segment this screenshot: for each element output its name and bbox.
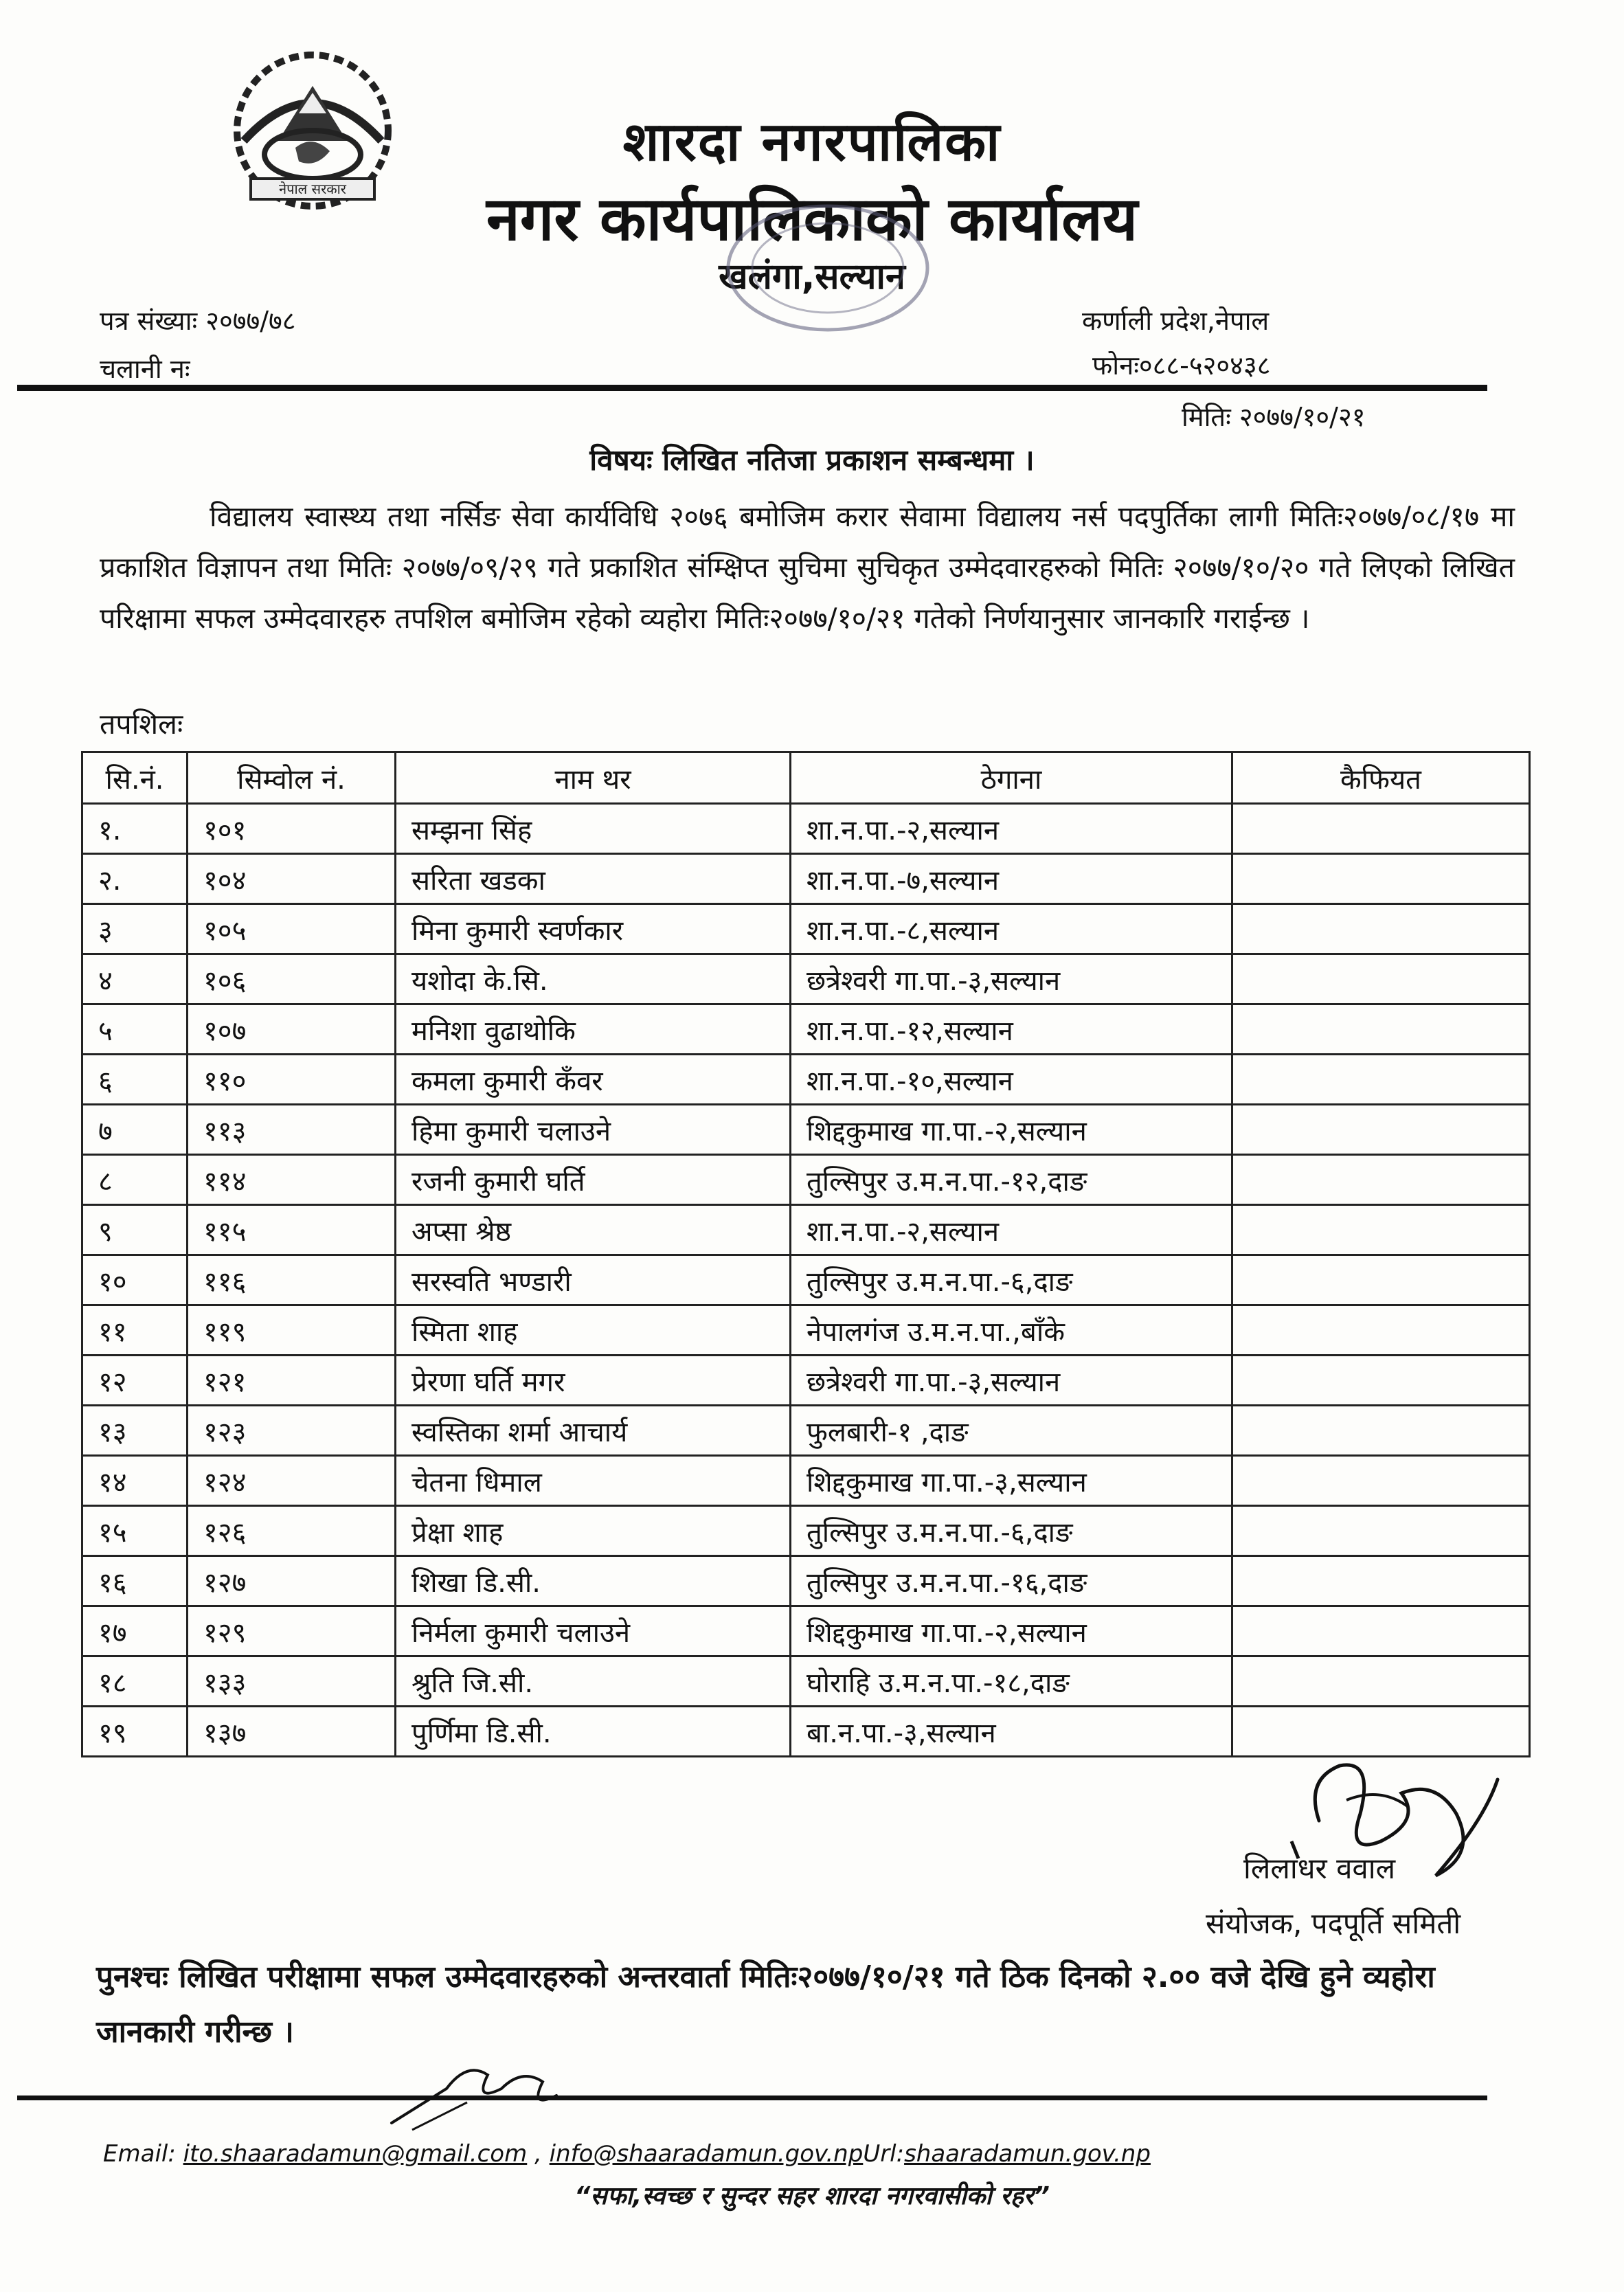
- table-body: [82, 804, 1530, 1757]
- website-link[interactable]: shaaradamun.gov.np: [904, 2140, 1151, 2168]
- cell-address: तुल्सिपुर उ.म.न.पा.-६,दाङ: [791, 1255, 1232, 1305]
- cell-symbol-number: १०६: [188, 954, 396, 1004]
- details-label: तपशिलः: [100, 708, 183, 741]
- cell-name: प्रेक्षा शाह: [396, 1506, 791, 1556]
- cell-symbol-number: १२१: [188, 1356, 396, 1406]
- cell-remarks: [1232, 1356, 1530, 1406]
- phone-number: फोनः०८८-५२०४३८: [1092, 350, 1271, 381]
- table-row: [82, 1155, 1530, 1205]
- cell-symbol-number: १०१: [188, 804, 396, 854]
- dispatch-number: चलानी नः: [100, 354, 190, 384]
- cell-name: चेतना धिमाल: [396, 1456, 791, 1506]
- cell-symbol-number: १०५: [188, 904, 396, 954]
- table-row: [82, 1506, 1530, 1556]
- cell-serial: २.: [82, 854, 188, 904]
- letter-subject: विषयः लिखित नतिजा प्रकाशन सम्बन्धमा ।: [589, 443, 1035, 477]
- cell-address: शा.न.पा.-२,सल्यान: [791, 804, 1232, 854]
- table-row: [82, 904, 1530, 954]
- cell-address: तुल्सिपुर उ.म.न.पा.-६,दाङ: [791, 1506, 1232, 1556]
- cell-serial: १४: [82, 1456, 188, 1506]
- cell-name: प्रेरणा घर्ति मगर: [396, 1356, 791, 1406]
- cell-serial: ९: [82, 1205, 188, 1255]
- cell-address: शिद्दकुमाख गा.पा.-२,सल्यान: [791, 1606, 1232, 1656]
- cell-symbol-number: ११९: [188, 1305, 396, 1356]
- header-name: नाम थर: [396, 752, 791, 804]
- cell-serial: १६: [82, 1556, 188, 1606]
- cell-serial: १८: [82, 1656, 188, 1707]
- cell-name: मनिशा वुढाथोकि: [396, 1004, 791, 1055]
- cell-name: रजनी कुमारी घर्ति: [396, 1155, 791, 1205]
- cell-serial: १५: [82, 1506, 188, 1556]
- initial-signature: [385, 2047, 563, 2137]
- cell-name: निर्मला कुमारी चलाउने: [396, 1606, 791, 1656]
- cell-remarks: [1232, 1406, 1530, 1456]
- cell-remarks: [1232, 1105, 1530, 1155]
- footer-divider: [17, 2096, 1487, 2100]
- cell-symbol-number: १३३: [188, 1656, 396, 1707]
- table-row: [82, 1556, 1530, 1606]
- cell-address: शा.न.पा.-८,सल्यान: [791, 904, 1232, 954]
- email-link-1[interactable]: ito.shaaradamun@gmail.com: [183, 2140, 528, 2168]
- cell-name: सरस्वति भण्डारी: [396, 1255, 791, 1305]
- cell-serial: १०: [82, 1255, 188, 1305]
- results-table: [81, 751, 1531, 1757]
- table-row: [82, 854, 1530, 904]
- cell-serial: १.: [82, 804, 188, 854]
- cell-name: शिखा डि.सी.: [396, 1556, 791, 1606]
- table-row: [82, 1004, 1530, 1055]
- cell-name: मिना कुमारी स्वर्णकार: [396, 904, 791, 954]
- cell-symbol-number: ११३: [188, 1105, 396, 1155]
- cell-remarks: [1232, 1556, 1530, 1606]
- cell-address: शा.न.पा.-१०,सल्यान: [791, 1055, 1232, 1105]
- header-divider: [17, 385, 1487, 391]
- table-row: [82, 1356, 1530, 1406]
- cell-symbol-number: ११६: [188, 1255, 396, 1305]
- cell-remarks: [1232, 804, 1530, 854]
- cell-symbol-number: ११४: [188, 1155, 396, 1205]
- cell-serial: १७: [82, 1606, 188, 1656]
- cell-serial: १२: [82, 1356, 188, 1406]
- cell-address: तुल्सिपुर उ.म.न.पा.-१२,दाङ: [791, 1155, 1232, 1205]
- cell-remarks: [1232, 1506, 1530, 1556]
- cell-address: शा.न.पा.-२,सल्यान: [791, 1205, 1232, 1255]
- cell-serial: ८: [82, 1155, 188, 1205]
- cell-serial: ५: [82, 1004, 188, 1055]
- cell-serial: ३: [82, 904, 188, 954]
- cell-symbol-number: १०४: [188, 854, 396, 904]
- email-label: Email:: [103, 2140, 176, 2168]
- cell-name: सरिता खडका: [396, 854, 791, 904]
- cell-serial: ६: [82, 1055, 188, 1105]
- letter-date: मितिः २०७७/१०/२१: [1182, 402, 1366, 432]
- municipality-name: शारदा नगरपालिका: [622, 111, 1002, 173]
- table-row: [82, 1205, 1530, 1255]
- office-name: नगर कार्यपालिकाको कार्यालय: [486, 183, 1138, 254]
- cell-serial: ११: [82, 1305, 188, 1356]
- cell-name: कमला कुमारी कँवर: [396, 1055, 791, 1105]
- cell-symbol-number: १३७: [188, 1707, 396, 1757]
- cell-address: बा.न.पा.-३,सल्यान: [791, 1707, 1232, 1757]
- table-row: [82, 954, 1530, 1004]
- signer-role: संयोजक, पदपूर्ति समिती: [1206, 1907, 1461, 1940]
- cell-remarks: [1232, 1255, 1530, 1305]
- cell-address: शिद्दकुमाख गा.पा.-३,सल्यान: [791, 1456, 1232, 1506]
- cell-remarks: [1232, 1606, 1530, 1656]
- table-row: [82, 1656, 1530, 1707]
- table-row: [82, 1456, 1530, 1506]
- cell-serial: १३: [82, 1406, 188, 1456]
- cell-name: श्रुति जि.सी.: [396, 1656, 791, 1707]
- municipality-slogan: “सफा,स्वच्छ र सुन्दर सहर शारदा नगरवासीको रहर”: [574, 2182, 1050, 2210]
- table-row: [82, 1305, 1530, 1356]
- cell-address: नेपालगंज उ.म.न.पा.,बाँके: [791, 1305, 1232, 1356]
- cell-remarks: [1232, 904, 1530, 954]
- cell-name: अप्सा श्रेष्ठ: [396, 1205, 791, 1255]
- cell-symbol-number: १२९: [188, 1606, 396, 1656]
- url-label: Url:: [863, 2140, 905, 2168]
- cell-symbol-number: १२७: [188, 1556, 396, 1606]
- cell-address: फुलबारी-१ ,दाङ: [791, 1406, 1232, 1456]
- cell-address: तुल्सिपुर उ.म.न.पा.-१६,दाङ: [791, 1556, 1232, 1606]
- office-location: खलंगा,सल्यान: [719, 256, 905, 297]
- header-remarks: कैफियत: [1232, 752, 1530, 804]
- cell-serial: ७: [82, 1105, 188, 1155]
- signer-name: लिलाधर ववाल: [1243, 1852, 1396, 1885]
- cell-remarks: [1232, 1155, 1530, 1205]
- cell-remarks: [1232, 1305, 1530, 1356]
- cell-address: घोराहि उ.म.न.पा.-१८,दाङ: [791, 1656, 1232, 1707]
- cell-remarks: [1232, 1055, 1530, 1105]
- emblem-banner-text: नेपाल सरकार: [279, 181, 346, 197]
- header-address: ठेगाना: [791, 752, 1232, 804]
- cell-remarks: [1232, 1205, 1530, 1255]
- table-header-row: [82, 752, 1530, 804]
- table-row: [82, 1255, 1530, 1305]
- cell-name: पुर्णिमा डि.सी.: [396, 1707, 791, 1757]
- cell-remarks: [1232, 854, 1530, 904]
- cell-symbol-number: १२६: [188, 1506, 396, 1556]
- postscript-note: पुनश्चः लिखित परीक्षामा सफल उम्मेदवारहरुको अन्तरवार्ता मितिः२०७७/१०/२१ गते ठिक दिनको २.०० वजे देखि हुने व्यहोरा जानकारी गरीन्छ ।: [96, 1959, 1435, 2049]
- footer-contact: [103, 2140, 1151, 2168]
- cell-address: छत्रेश्वरी गा.पा.-३,सल्यान: [791, 954, 1232, 1004]
- cell-remarks: [1232, 1004, 1530, 1055]
- cell-address: छत्रेश्वरी गा.पा.-३,सल्यान: [791, 1356, 1232, 1406]
- cell-address: शा.न.पा.-१२,सल्यान: [791, 1004, 1232, 1055]
- table-row: [82, 1105, 1530, 1155]
- email-separator: ,: [534, 2140, 542, 2168]
- province-text: कर्णाली प्रदेश,नेपाल: [1082, 306, 1270, 336]
- cell-serial: १९: [82, 1707, 188, 1757]
- cell-name: हिमा कुमारी चलाउने: [396, 1105, 791, 1155]
- cell-address: शा.न.पा.-७,सल्यान: [791, 854, 1232, 904]
- cell-serial: ४: [82, 954, 188, 1004]
- email-link-2[interactable]: info@shaaradamun.gov.np: [549, 2140, 864, 2168]
- table-row: [82, 1055, 1530, 1105]
- table-row: [82, 1406, 1530, 1456]
- cell-address: शिद्दकुमाख गा.पा.-२,सल्यान: [791, 1105, 1232, 1155]
- cell-symbol-number: ११०: [188, 1055, 396, 1105]
- header-symbol-number: सिम्वोल नं.: [188, 752, 396, 804]
- cell-symbol-number: १२३: [188, 1406, 396, 1456]
- cell-remarks: [1232, 1456, 1530, 1506]
- cell-name: यशोदा के.सि.: [396, 954, 791, 1004]
- table-row: [82, 1606, 1530, 1656]
- letter-body-text: विद्यालय स्वास्थ्य तथा नर्सिङ सेवा कार्यविधि २०७६ बमोजिम करार सेवामा विद्यालय नर्स पदपुर्तिका लागी मितिः२०७७/०८/१७ मा प्रकाशित विज्ञापन तथा मितिः २०७७/०९/२९ गते प्रकाशित संम्क्षिप्त सुचिमा सुचिकृत उम्मेदवारहरुको मितिः २०७७/१०/२० गते लिएको लिखित परिक्षामा सफल उम्मेदवारहरु तपशिल बमोजिम रहेको व्यहोरा मितिः२०७७/१०/२१ गतेको निर्णयानुसार जानकारि गराईन्छ ।: [100, 500, 1515, 635]
- letter-body: [100, 491, 1515, 644]
- cell-symbol-number: १०७: [188, 1004, 396, 1055]
- cell-symbol-number: १२४: [188, 1456, 396, 1506]
- cell-symbol-number: ११५: [188, 1205, 396, 1255]
- cell-name: स्वस्तिका शर्मा आचार्य: [396, 1406, 791, 1456]
- letter-number: पत्र संख्याः २०७७/७८: [100, 306, 296, 336]
- header-serial: सि.नं.: [82, 752, 188, 804]
- cell-remarks: [1232, 954, 1530, 1004]
- cell-name: सम्झना सिंह: [396, 804, 791, 854]
- cell-name: स्मिता शाह: [396, 1305, 791, 1356]
- table-row: [82, 804, 1530, 854]
- office-stamp: [721, 199, 934, 337]
- cell-remarks: [1232, 1656, 1530, 1707]
